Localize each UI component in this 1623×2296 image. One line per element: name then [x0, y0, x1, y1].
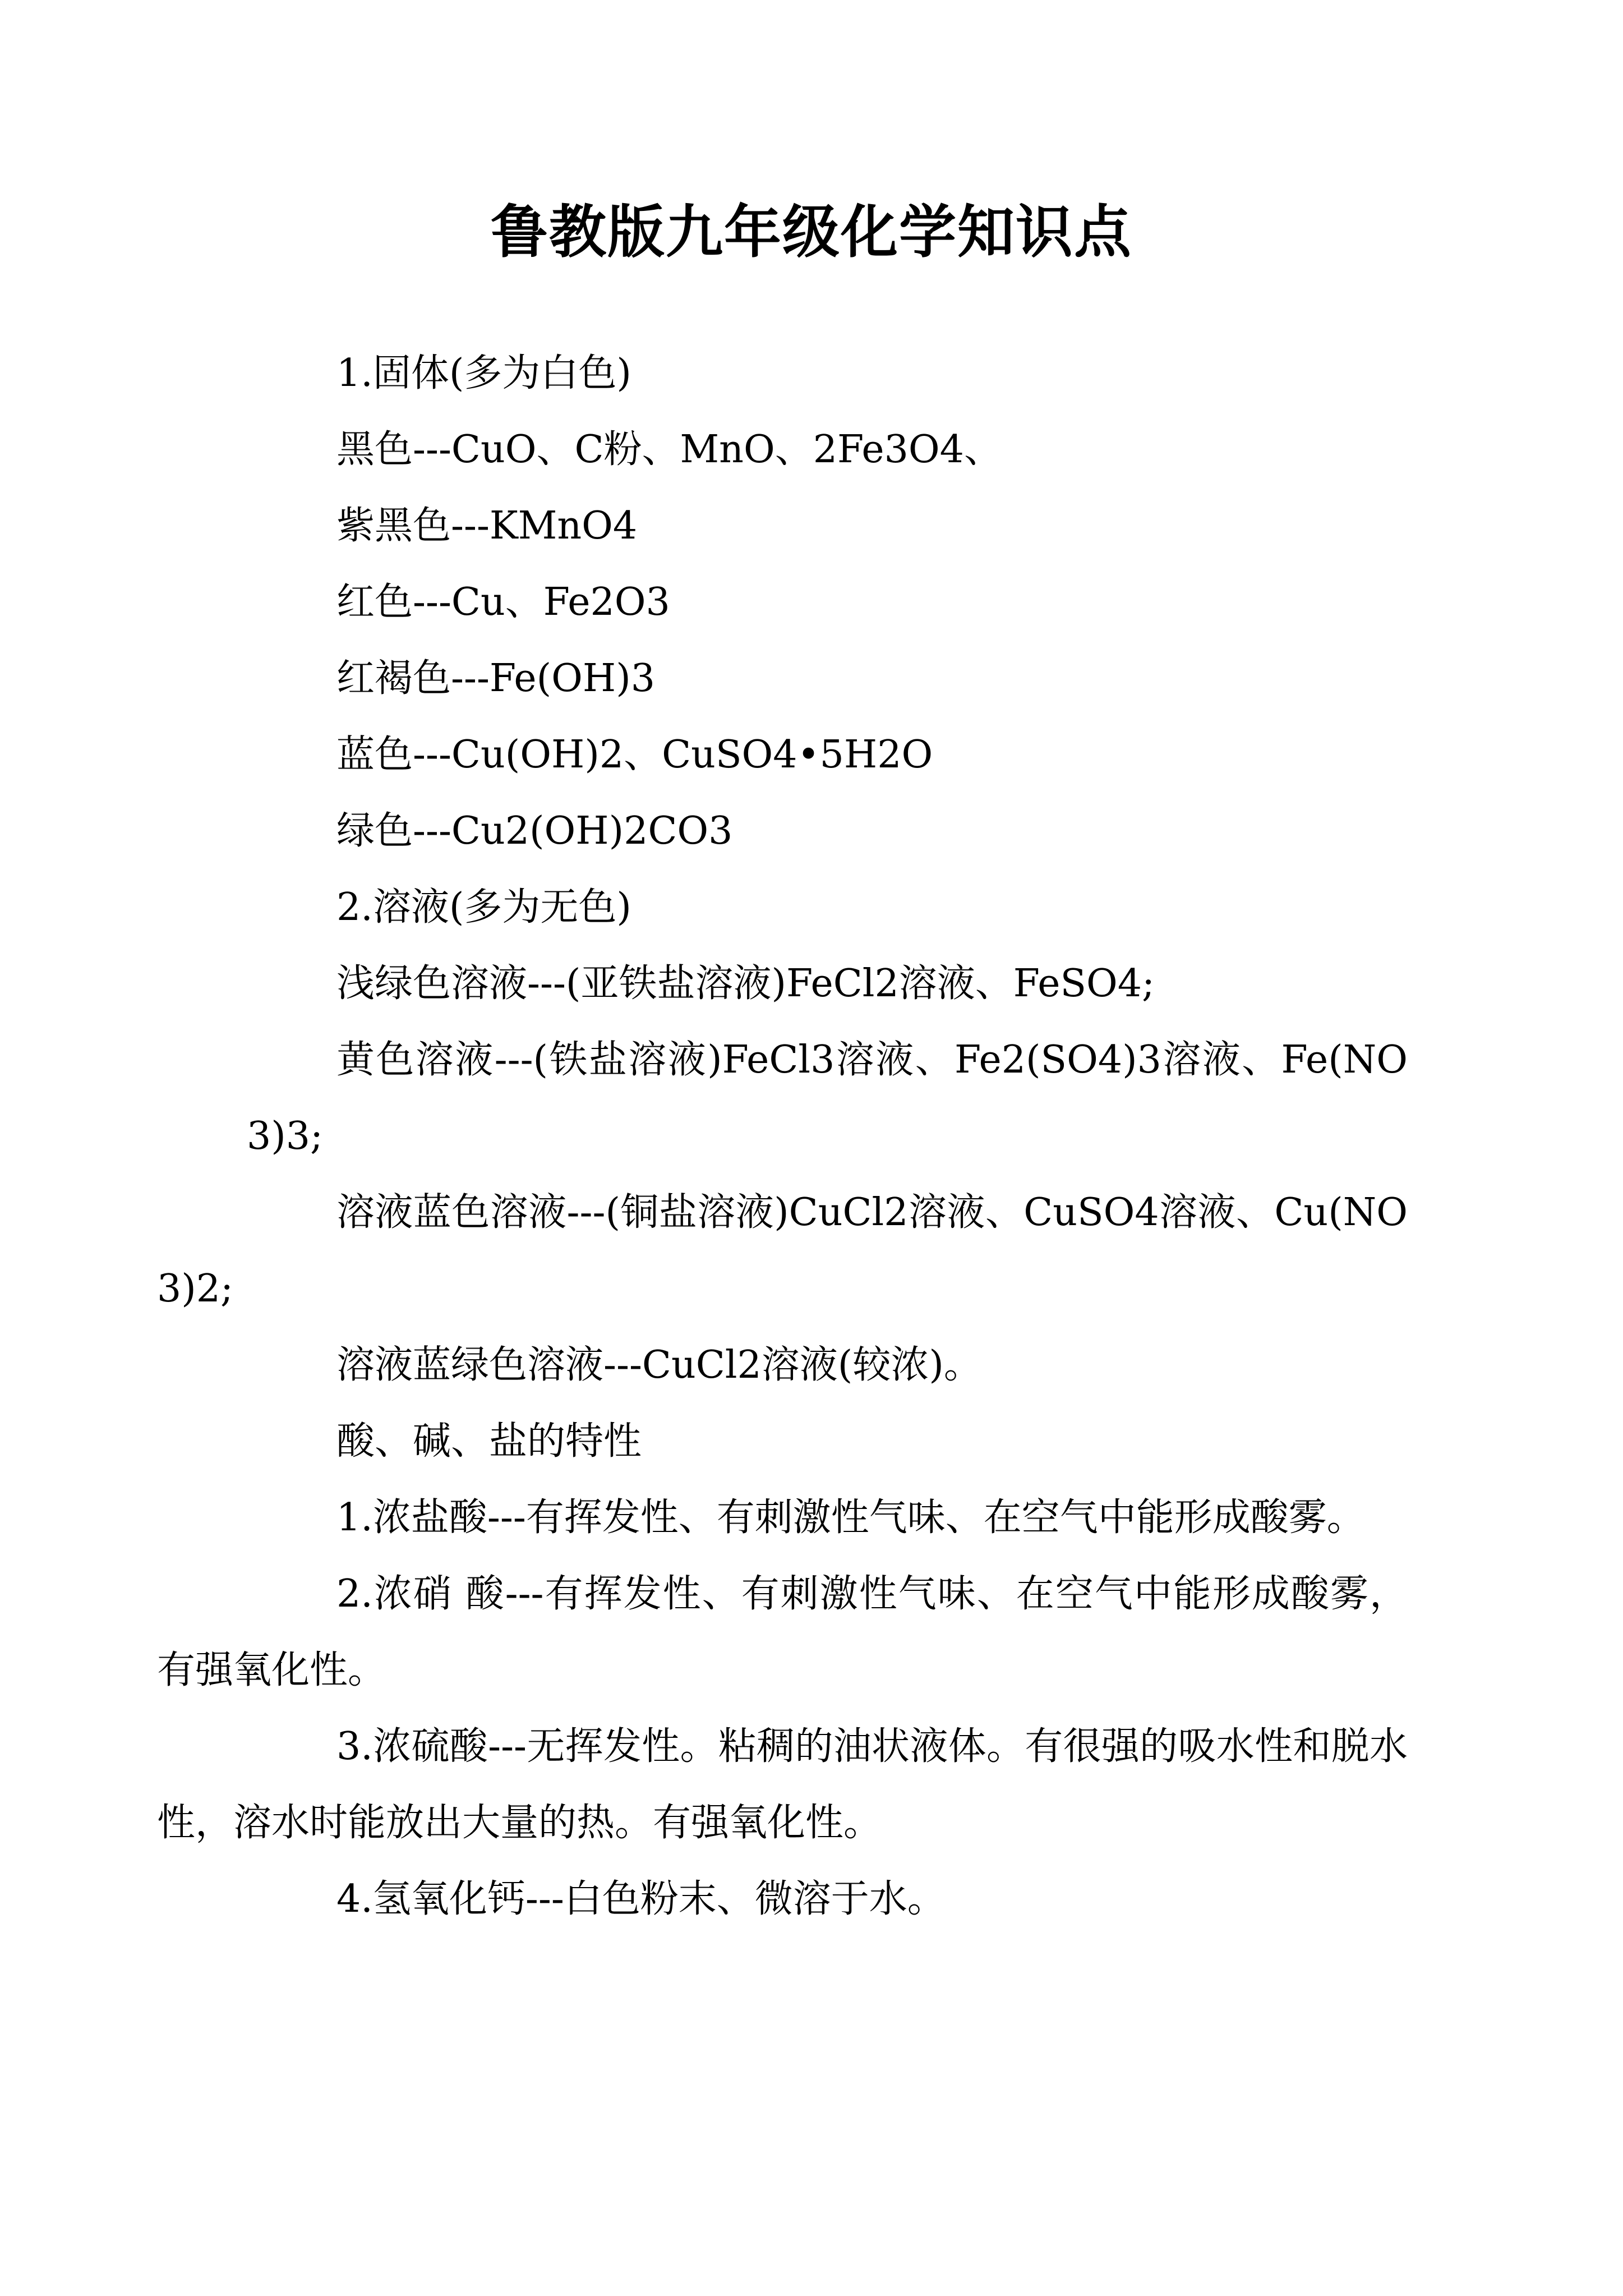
paragraph-solution-heading: 2.溶液(多为无色) — [336, 885, 631, 930]
paragraph-light-green-solution: 浅绿色溶液---(亚铁盐溶液)FeCl2溶液、FeSO4; — [336, 961, 1155, 1006]
paragraph-acid-base-salt-heading: 酸、碱、盐的特性 — [336, 1419, 642, 1464]
paragraph-green: 绿色---Cu2(OH)2CO3 — [336, 809, 733, 853]
paragraph-calcium-hydroxide: 4.氢氧化钙---白色粉末、微溶于水。 — [336, 1877, 946, 1921]
paragraph-red: 红色---Cu、Fe2O3 — [336, 580, 670, 624]
paragraph-hydrochloric-acid: 1.浓盐酸---有挥发性、有刺激性气味、在空气中能形成酸雾。 — [336, 1496, 1365, 1540]
paragraph-sulfuric-acid: 3.浓硫酸---无挥发性。粘稠的油状液体。有很强的吸水性和脱水性，溶水时能放出大量的热。有强氧化性。 — [157, 1724, 1408, 1845]
document-body — [157, 335, 1408, 1938]
paragraph-blue-solution: 溶液蓝色溶液---(铜盐溶液)CuCl2溶液、CuSO4溶液、Cu(NO3)2; — [157, 1190, 1408, 1311]
paragraph-solid-heading: 1.固体(多为白色) — [336, 351, 631, 395]
paragraph-nitric-acid: 2.浓硝 酸---有挥发性、有刺激性气味、在空气中能形成酸雾，有强氧化性。 — [157, 1572, 1408, 1692]
paragraph-blue: 蓝色---Cu(OH)2、CuSO4•5H2O — [336, 733, 933, 777]
paragraph-red-brown: 红褐色---Fe(OH)3 — [336, 656, 656, 701]
paragraph-purple-black: 紫黑色---KMnO4 — [336, 504, 638, 548]
paragraph-black: 黑色---CuO、C粉、MnO、2Fe3O4、 — [336, 427, 1002, 472]
paragraph-yellow-solution: 黄色溶液---(铁盐溶液)FeCl3溶液、Fe2(SO4)3溶液、Fe(NO3)3; — [247, 1038, 1408, 1158]
paragraph-blue-green-solution: 溶液蓝绿色溶液---CuCl2溶液(较浓)。 — [336, 1343, 982, 1387]
document-title: 鲁教版九年级化学知识点 — [491, 199, 1132, 266]
